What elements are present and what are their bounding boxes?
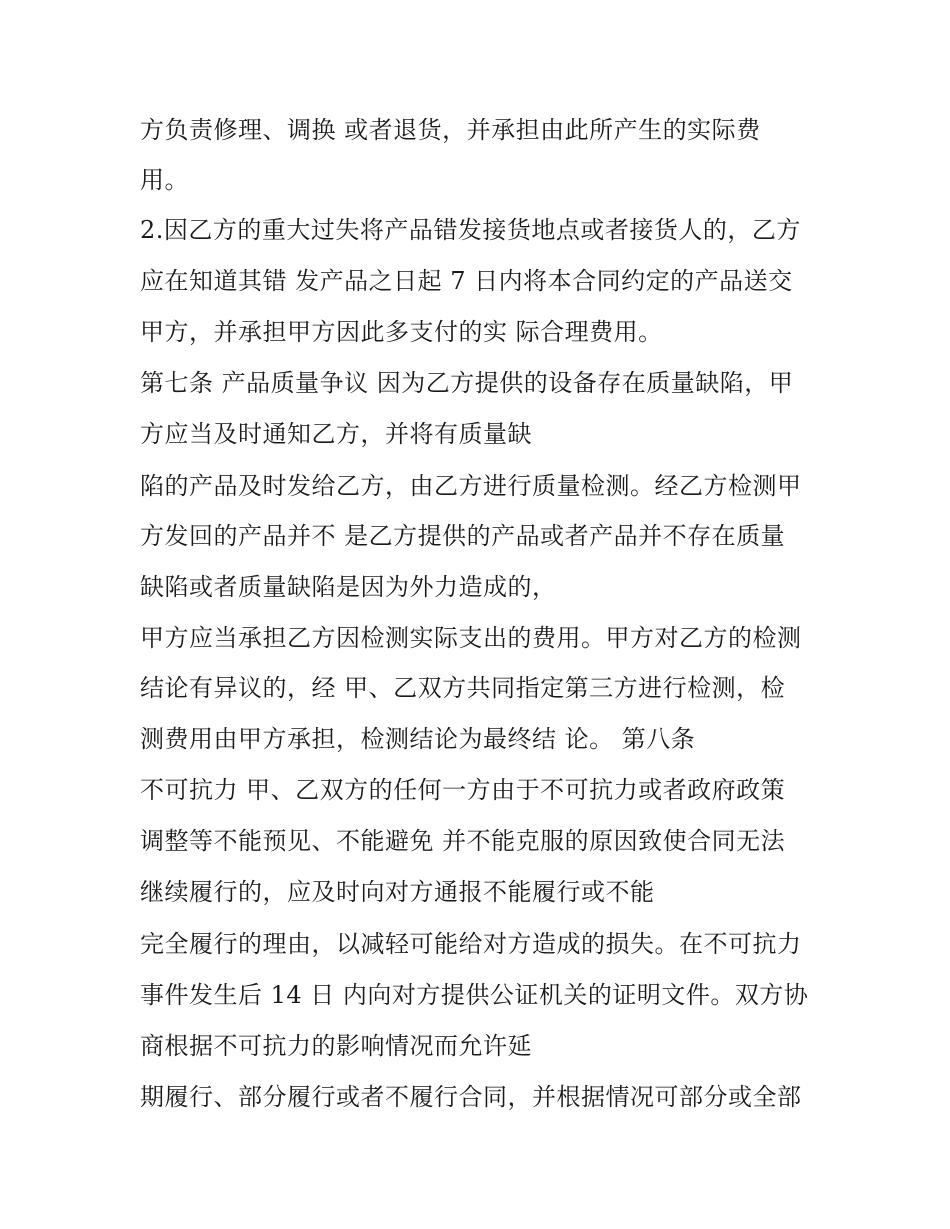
- text-line: 应在知道其错 发产品之日起 7 日内将本合同约定的产品送交: [140, 267, 793, 295]
- text-line: 缺陷或者质量缺陷是因为外力造成的，: [140, 573, 557, 601]
- text-line: 用。: [140, 166, 189, 194]
- text-line: 2.因乙方的重大过失将产品错发接货地点或者接货人的，乙方: [140, 216, 801, 244]
- text-line: 甲方，并承担甲方因此多支付的实 际合理费用。: [140, 318, 663, 346]
- text-line: 期履行、部分履行或者不履行合同，并根据情况可部分或全部: [140, 1083, 802, 1111]
- text-line: 方负责修理、调换 或者退货，并承担由此所产生的实际费: [140, 116, 761, 144]
- text-line: 甲方应当承担乙方因检测实际支出的费用。甲方对乙方的检测: [140, 624, 802, 652]
- text-line: 结论有异议的，经 甲、乙双方共同指定第三方进行检测，检: [140, 674, 786, 702]
- text-line: 第七条 产品质量争议 因为乙方提供的设备存在质量缺陷，甲: [140, 369, 794, 397]
- text-line: 完全履行的理由，以减轻可能给对方造成的损失。在不可抗力: [140, 930, 802, 958]
- text-line: 方发回的产品并不 是乙方提供的产品或者产品并不存在质量: [140, 522, 786, 550]
- text-line: 方应当及时通知乙方，并将有质量缺: [140, 420, 532, 448]
- text-line: 测费用由甲方承担，检测结论为最终结 论。 第八条: [140, 725, 696, 753]
- text-line: 陷的产品及时发给乙方，由乙方进行质量检测。经乙方检测甲: [140, 472, 802, 500]
- text-line: 事件发生后 14 日 内向对方提供公证机关的证明文件。双方协: [140, 981, 809, 1009]
- text-line: 不可抗力 甲、乙双方的任何一方由于不可抗力或者政府政策: [140, 776, 786, 804]
- text-line: 继续履行的，应及时向对方通报不能履行或不能: [140, 878, 655, 906]
- text-line: 调整等不能预见、不能避免 并不能克服的原因致使合同无法: [140, 827, 786, 855]
- text-line: 商根据不可抗力的影响情况而允许延: [140, 1032, 532, 1060]
